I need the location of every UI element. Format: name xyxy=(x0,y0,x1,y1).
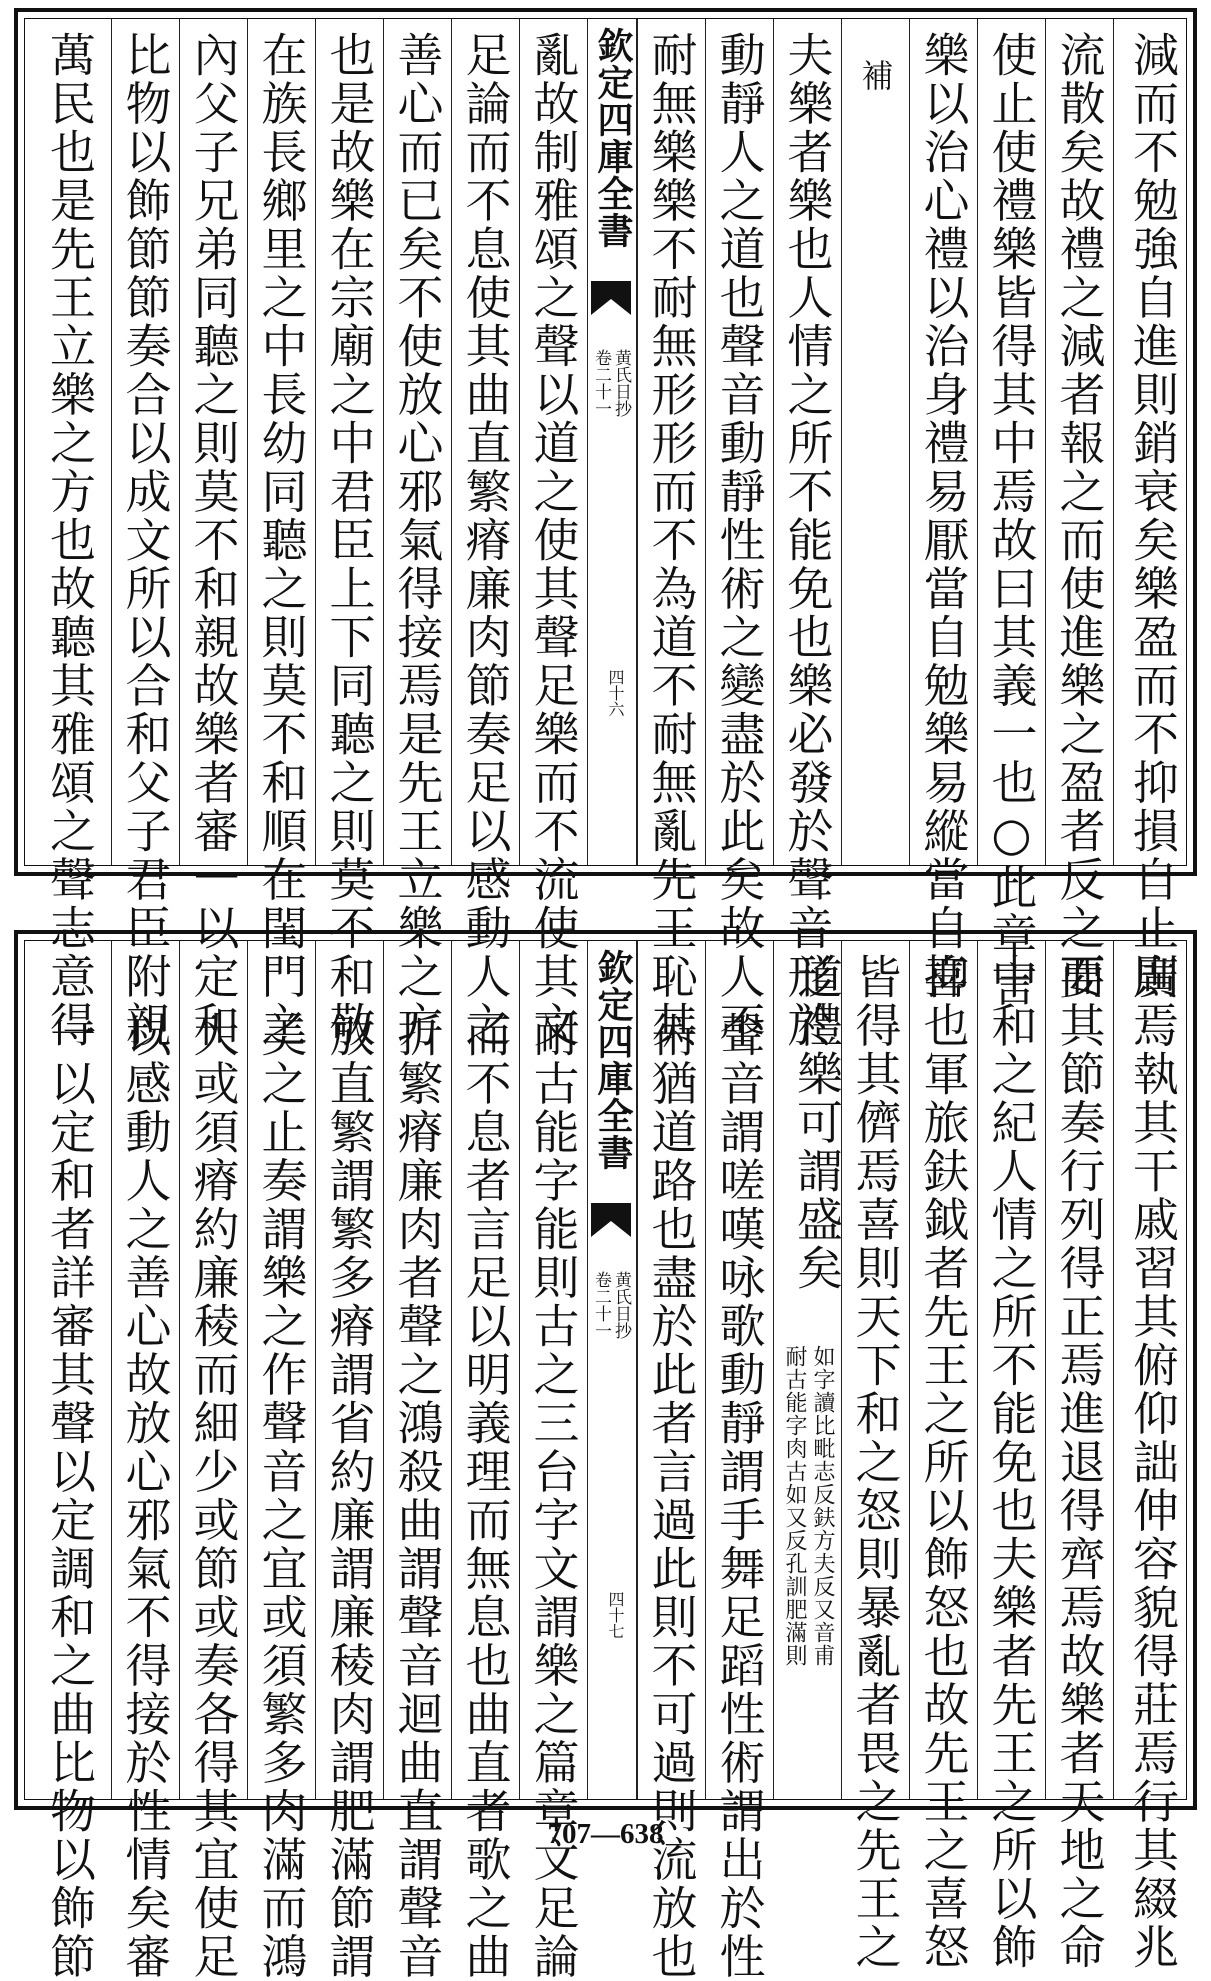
text-column xyxy=(383,941,451,1981)
page-number: 四十六 xyxy=(606,669,625,717)
center-fold xyxy=(587,19,637,865)
column-text: 萬民也是先王立樂之方也故聽其雅頌之聲志意得 xyxy=(43,31,97,1050)
column-text: 一以定和者詳審其聲以定調和之曲比物以飾節 xyxy=(43,1011,97,1981)
column-text: 折繁瘠廉肉者聲之鴻殺曲謂聲音迴曲直謂聲音 xyxy=(390,1011,445,1981)
text-column xyxy=(1045,941,1113,1972)
column-text: 大或須瘠約廉稜而細少或節或奏各得其宜使足 xyxy=(186,1011,241,1981)
column-text: 耐無樂樂不耐無形形而不為道不耐無亂先王恥其 xyxy=(644,31,699,1050)
text-column xyxy=(315,941,383,1981)
text-column xyxy=(841,941,909,1972)
annotation-line: 耐古能字肉古如又反孔訓肥滿則 xyxy=(782,1345,807,1667)
book-header: 欽定四庫全書 xyxy=(592,949,634,1171)
column-text: 也是故樂在宗廟之中君臣上下同聽之則莫不和敬 xyxy=(322,31,377,1050)
column-text: 動靜人之道也聲音動靜性術之變盡於此矣故人不 xyxy=(712,31,767,1050)
book-header: 欽定四庫全書 xyxy=(592,27,634,249)
book-title-label: 黄氏日抄 xyxy=(611,349,631,417)
fishtail-mark-icon xyxy=(591,1203,631,1237)
column-text: 減而不勉強自進則銷衰矣樂盈而不抑損自止則 xyxy=(1126,31,1180,1001)
volume-label: 卷二十一 xyxy=(591,1271,611,1339)
text-column xyxy=(773,19,841,1050)
column-text: 皆得其儕焉喜則天下和之怒則暴亂者畏之先王之 xyxy=(848,953,903,1972)
text-column-supplement xyxy=(841,19,909,865)
column-text: 術猶道路也盡於此者言過此則不可過則流放也 xyxy=(644,1011,699,1981)
text-column xyxy=(179,941,247,1981)
fishtail-mark-icon xyxy=(591,281,631,315)
column-text: 足論而不息使其曲直繁瘠廉肉節奏足以感動人之 xyxy=(458,31,513,1050)
text-column xyxy=(111,19,179,1050)
column-text: 廣焉執其干戚習其俯仰詘伸容貌得莊焉行其綴兆 xyxy=(1126,953,1180,1972)
text-column xyxy=(909,941,977,1972)
column-text: 以感動人之善心故放心邪氣不得接於性情矣審 xyxy=(118,1011,173,1981)
column-text: 美之止奏謂樂之作聲音之宜或須繁多肉滿而鴻 xyxy=(254,1011,309,1981)
column-text: 內父子兄弟同聽之則莫不和親故樂者審一以定和 xyxy=(186,31,241,1050)
center-fold xyxy=(587,941,637,1799)
text-column xyxy=(111,941,179,1981)
column-text: 在族長鄉里之中長幼同聽之則莫不和順在閨門之 xyxy=(254,31,309,1050)
column-text: 比物以飾節節奏合以成文所以合和父子君臣附親 xyxy=(118,31,173,1050)
text-column xyxy=(383,19,451,1050)
column-text: 樂以治心禮以治身禮易厭當自勉樂易縱當自抑 xyxy=(916,31,971,1001)
text-column xyxy=(247,941,315,1981)
column-text: 亂故制雅頌之聲以道之使其聲足樂而不流使其文 xyxy=(526,31,581,1050)
annotation-line: 如字讀比毗志反鈇方夫反又音甫 xyxy=(810,1345,835,1667)
top-page xyxy=(14,8,1197,1050)
text-column xyxy=(909,19,977,1001)
text-column xyxy=(29,19,111,1050)
text-column xyxy=(705,19,773,1050)
text-column xyxy=(637,19,705,1050)
column-text: 中和之紀人情之所不能免也夫樂者先王之所以飾 xyxy=(984,953,1039,1972)
column-text: 喜也軍旅鈇鉞者先王之所以飾怒也故先王之喜怒 xyxy=(916,953,971,1972)
column-text: 道禮樂可謂盛矣 xyxy=(790,953,844,1293)
column-text: 使止使禮樂皆得其中焉故曰其義一也○此章言 xyxy=(984,31,1039,1009)
text-column xyxy=(977,19,1045,1009)
text-column xyxy=(179,19,247,1050)
text-column xyxy=(451,19,519,1050)
text-column xyxy=(705,941,773,1981)
text-column xyxy=(637,941,705,1981)
text-column xyxy=(451,941,519,1981)
text-column xyxy=(29,941,111,1981)
volume-label: 卷二十一 xyxy=(591,349,611,417)
column-text: 而不息者言足以明義理而無息也曲直者歌之曲 xyxy=(458,1011,513,1981)
page-number: 四十七 xyxy=(606,1591,625,1639)
column-text: 夫樂者樂也人情之所不能免也樂必發於聲音形於 xyxy=(780,31,835,1050)
page-footer-number: 707—638 xyxy=(547,1818,664,1850)
text-column xyxy=(519,941,587,1981)
text-column xyxy=(247,19,315,1050)
text-column xyxy=(519,19,587,1050)
text-column xyxy=(977,941,1045,1972)
text-column xyxy=(315,19,383,1050)
top-page-frame xyxy=(24,18,1187,1050)
column-text: 耐古能字能則古之三台字文謂樂之篇章文足論 xyxy=(526,1011,581,1981)
text-column xyxy=(1113,941,1192,1972)
supplement-marker: 補 xyxy=(856,59,895,93)
text-column xyxy=(773,941,844,1799)
column-text: 善心而已矣不使放心邪氣得接焉是先王立樂之方 xyxy=(390,31,445,1050)
text-column xyxy=(1045,19,1113,1001)
column-text: 要其節奏行列得正焉進退得齊焉故樂者天地之命 xyxy=(1052,953,1107,1972)
column-text: 放直繁謂繁多瘠謂省約廉謂廉稜肉謂肥滿節謂 xyxy=(322,1011,377,1981)
book-title-label: 黄氏日抄 xyxy=(611,1271,631,1339)
column-text: 流散矣故禮之減者報之而使進樂之盈者反之而 xyxy=(1052,31,1107,1001)
text-column xyxy=(1113,19,1192,1001)
column-text: 聲音謂嗟嘆咏歌動靜謂手舞足蹈性術謂出於性 xyxy=(712,1011,767,1981)
